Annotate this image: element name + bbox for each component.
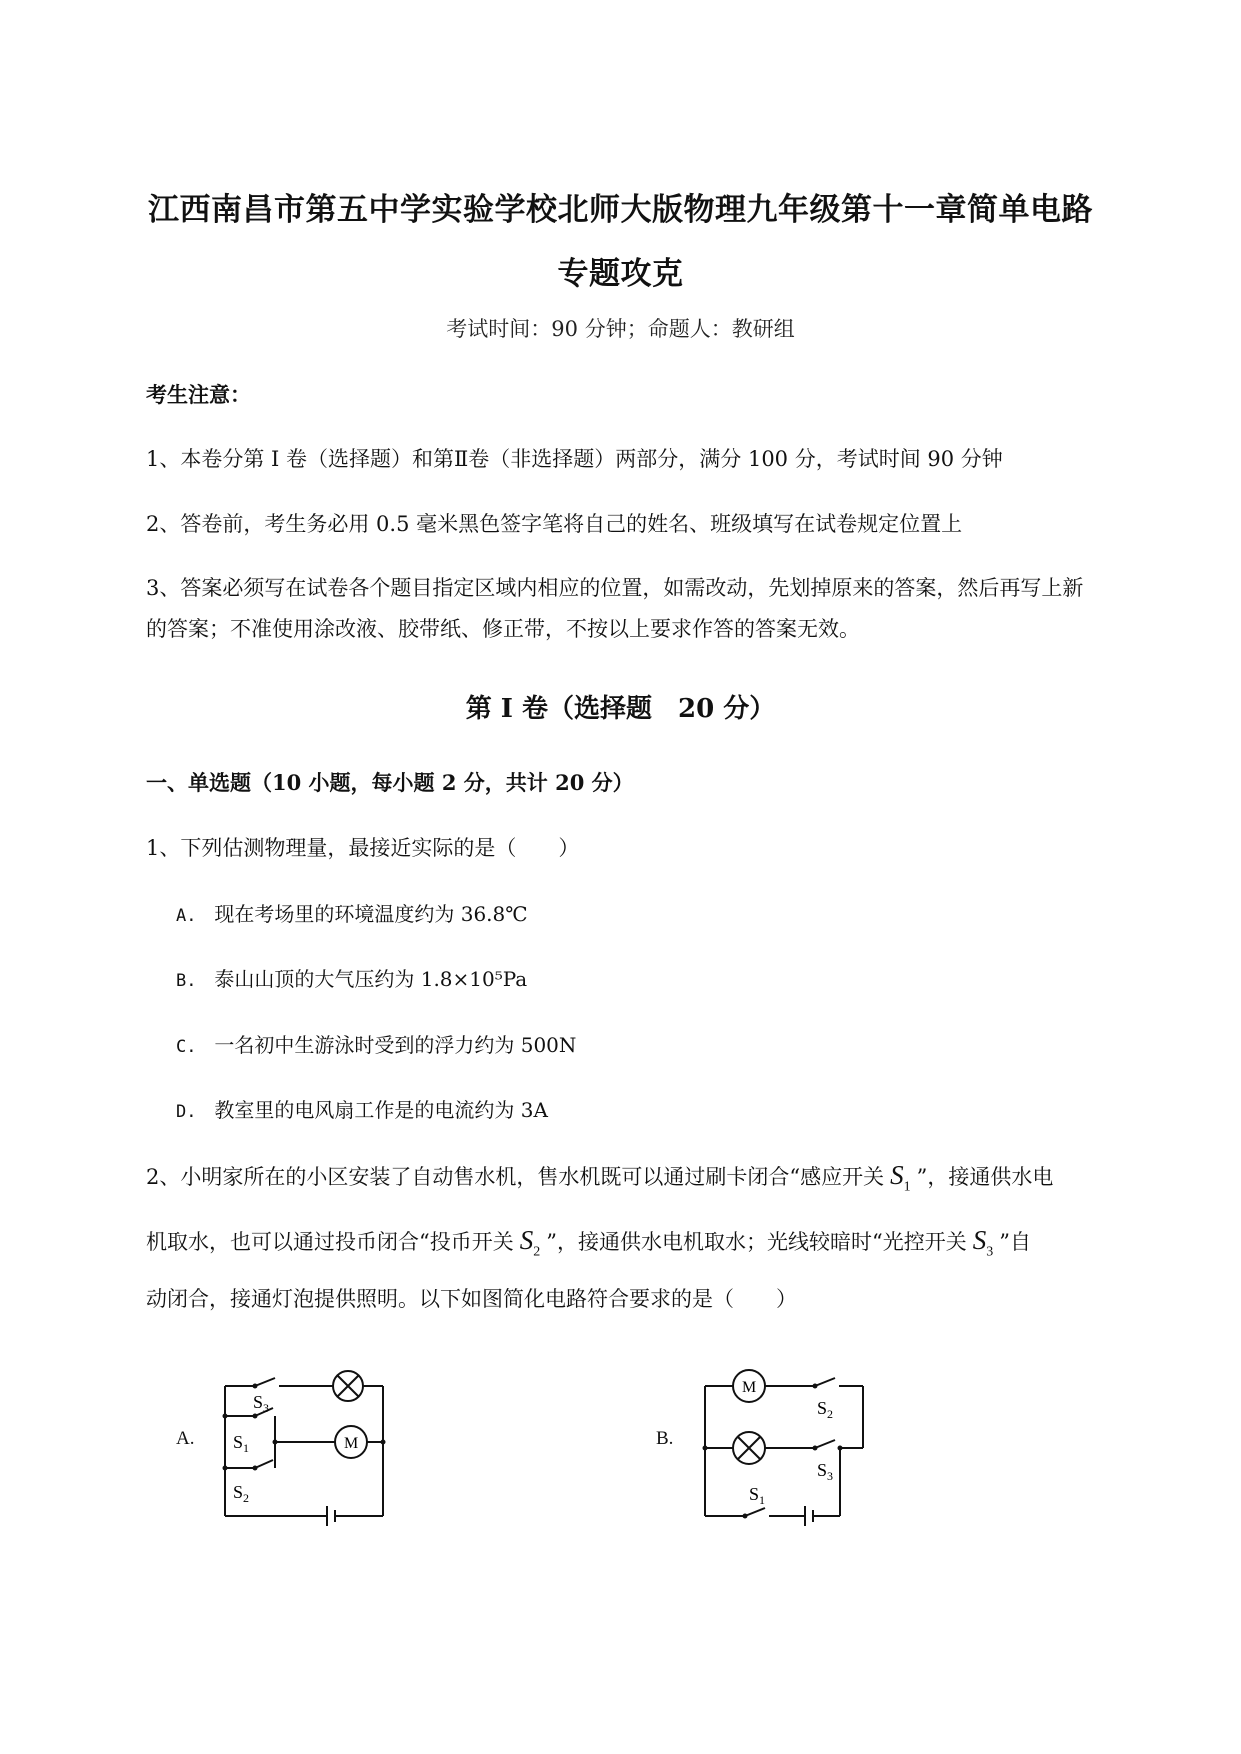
notice-3-cont: 的答案；不准使用涂改液、胶带纸、修正带，不按以上要求作答的答案无效。 bbox=[146, 617, 860, 641]
s1-symbol: $S_1$ bbox=[890, 1160, 911, 1195]
option-label: B. bbox=[176, 971, 197, 991]
label-s1: $S_1$ bbox=[749, 1484, 766, 1507]
q1-option-d[interactable] bbox=[176, 1094, 548, 1123]
motor-label: M bbox=[344, 1435, 359, 1452]
section-title: 第 I 卷（选择题 20 分） bbox=[465, 694, 776, 724]
circuit-diagram-b[interactable] bbox=[695, 1368, 875, 1528]
exam-info: 考试时间：90 分钟；命题人：教研组 bbox=[446, 317, 795, 341]
question-2-line2 bbox=[146, 1225, 1031, 1260]
q1-option-c[interactable] bbox=[176, 1029, 576, 1058]
q2-text: 2、小明家所在的小区安装了自动售水机，售水机既可以通过刷卡闭合“感应开关 bbox=[146, 1165, 885, 1189]
s3-symbol: $S_3$ bbox=[972, 1225, 994, 1260]
document-title-line2: 专题攻克 bbox=[557, 256, 684, 292]
motor-label: M bbox=[742, 1379, 757, 1396]
q2-text: ”，接通供水电机取水；光线较暗时“光控开关 bbox=[546, 1230, 967, 1254]
document-title: 江西南昌市第五中学实验学校北师大版物理九年级第十一章简单电路 bbox=[148, 192, 1093, 228]
label-s3: $S_3$ bbox=[817, 1460, 834, 1483]
notice-1: 1、本卷分第 I 卷（选择题）和第Ⅱ卷（非选择题）两部分，满分 100 分，考试时间 90 分钟 bbox=[146, 447, 1003, 471]
q1-option-a[interactable] bbox=[176, 898, 528, 927]
option-text: 教室里的电风扇工作是的电流约为 3A bbox=[214, 1098, 548, 1122]
notice-2: 2、答卷前，考生务必用 0.5 毫米黑色签字笔将自己的姓名、班级填写在试卷规定位置上 bbox=[146, 512, 963, 536]
q2-option-a-label[interactable]: A. bbox=[176, 1428, 195, 1449]
label-s1: $S_1$ bbox=[233, 1432, 250, 1455]
option-text: 泰山山顶的大气压约为 1.8×10⁵Pa bbox=[214, 967, 528, 991]
q2-text: ”，接通供水电 bbox=[916, 1165, 1054, 1189]
circuit-diagram-a[interactable] bbox=[215, 1368, 395, 1528]
option-text: 现在考场里的环境温度约为 36.8℃ bbox=[214, 902, 528, 926]
q2-option-b-label[interactable]: B. bbox=[656, 1428, 674, 1449]
label-s2: $S_2$ bbox=[233, 1482, 250, 1505]
label-s3: $S_3$ bbox=[253, 1392, 270, 1415]
option-label: C. bbox=[176, 1037, 197, 1057]
q2-text: ”自 bbox=[999, 1230, 1031, 1254]
question-1-stem: 1、下列估测物理量，最接近实际的是（ ） bbox=[146, 836, 580, 860]
q1-option-b[interactable] bbox=[176, 963, 527, 992]
part-heading: 一、单选题（10 小题，每小题 2 分，共计 20 分） bbox=[146, 770, 634, 795]
s2-symbol: $S_2$ bbox=[519, 1225, 541, 1260]
label-s2: $S_2$ bbox=[817, 1398, 834, 1421]
option-label: A. bbox=[176, 906, 197, 926]
question-2-line3: 动闭合，接通灯泡提供照明。以下如图简化电路符合要求的是（ ） bbox=[146, 1287, 797, 1311]
q2-text: 机取水，也可以通过投币闭合“投币开关 bbox=[146, 1230, 514, 1254]
notice-heading: 考生注意： bbox=[146, 382, 251, 407]
notice-3: 3、答案必须写在试卷各个题目指定区域内相应的位置，如需改动，先划掉原来的答案，然后再写上新 bbox=[146, 576, 1084, 600]
question-2-line1 bbox=[146, 1160, 1053, 1195]
option-label: D. bbox=[176, 1102, 197, 1122]
option-text: 一名初中生游泳时受到的浮力约为 500N bbox=[214, 1033, 577, 1057]
